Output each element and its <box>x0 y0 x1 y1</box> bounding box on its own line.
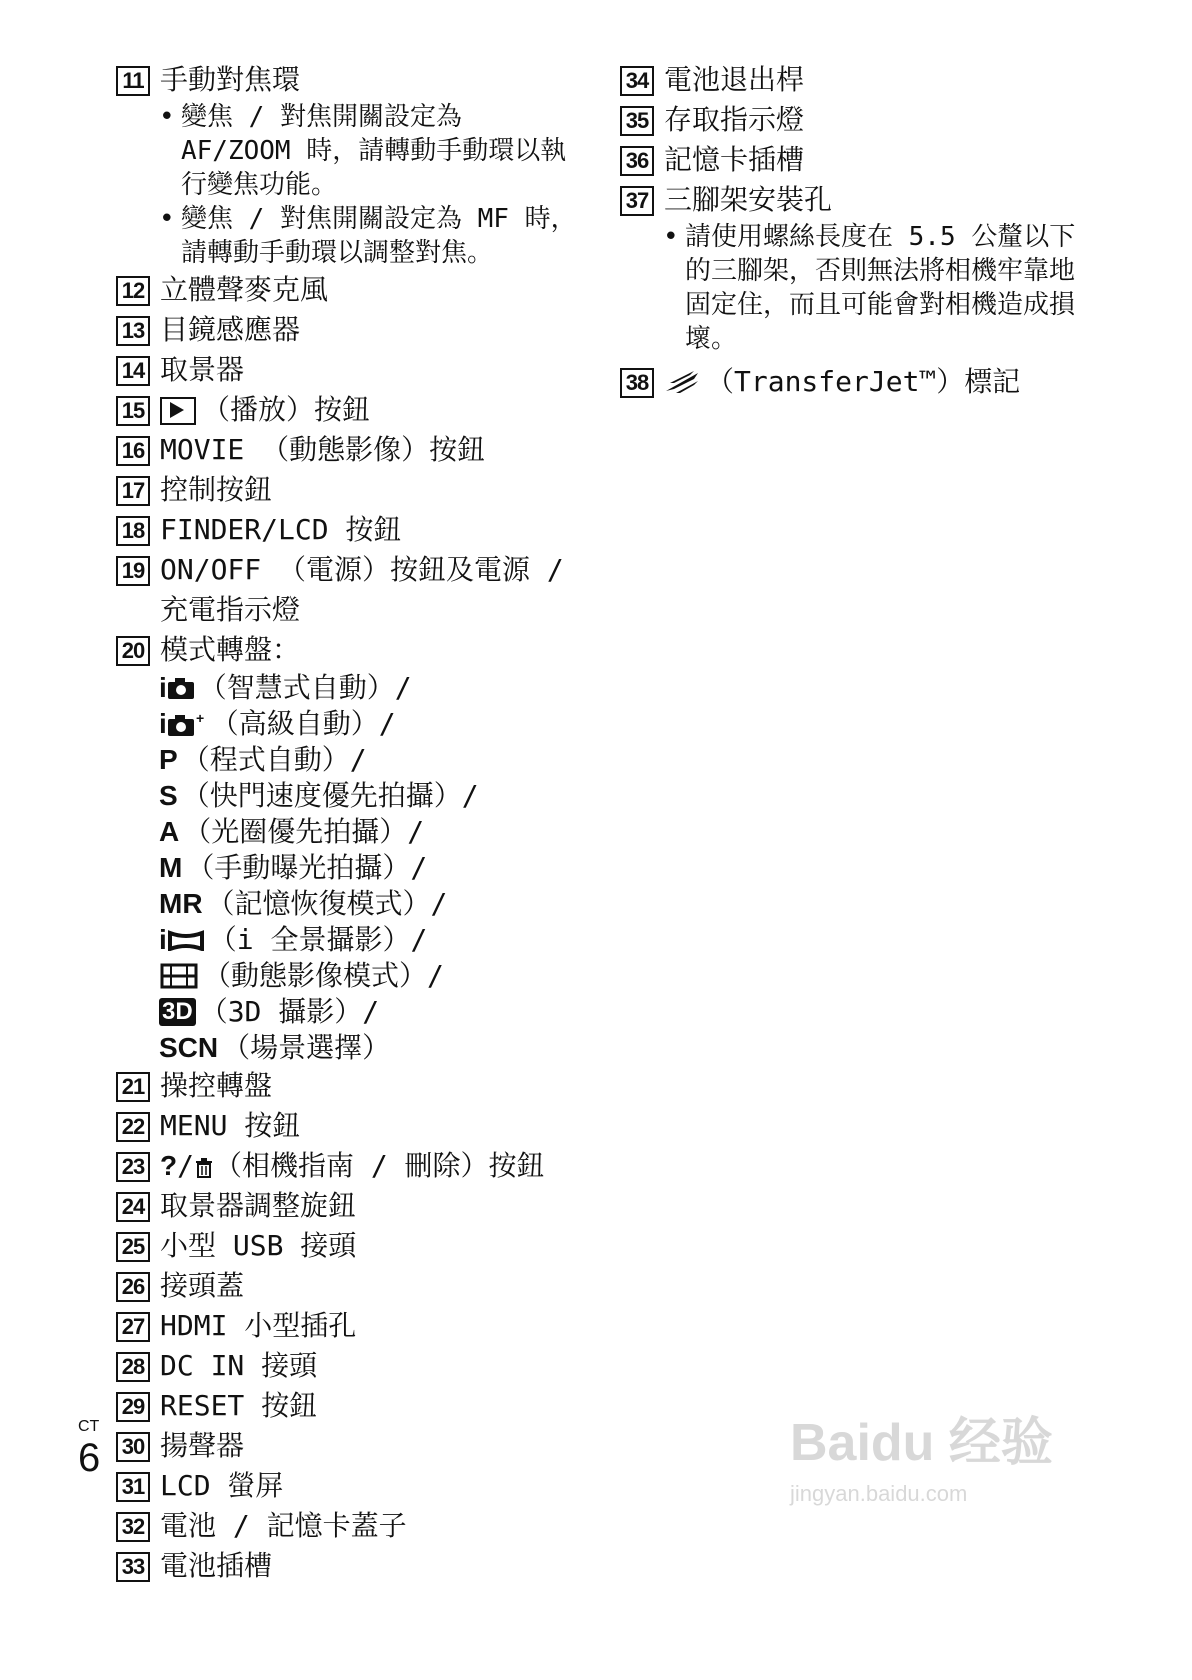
mode-sweep-panorama <box>116 922 586 958</box>
item-17 <box>116 470 586 510</box>
item-35 <box>620 100 1080 140</box>
item-number: 33 <box>116 1552 150 1582</box>
item-label: （TransferJet™）標記 <box>706 365 1021 398</box>
trash-icon <box>194 1149 214 1182</box>
item-label: 揚聲器 <box>160 1429 245 1462</box>
item-label: 接頭蓋 <box>160 1269 245 1302</box>
baidu-watermark <box>790 1400 1053 1507</box>
note-text: 變焦 / 對焦開關設定為 MF 時，請轉動手動環以調整對焦。 <box>181 204 577 268</box>
program-icon: P <box>159 744 178 775</box>
item-label: 取景器 <box>160 353 245 386</box>
item-label: RESET 按鈕 <box>160 1389 318 1422</box>
item-24 <box>116 1186 586 1226</box>
sweep-panorama-icon: i <box>159 922 205 958</box>
item-label: 手動對焦環 <box>160 63 301 96</box>
item-label: （播放）按鈕 <box>202 393 371 426</box>
item-number: 16 <box>116 436 150 466</box>
item-29 <box>116 1386 586 1426</box>
item-15 <box>116 390 586 430</box>
memory-recall-icon: MR <box>159 888 203 919</box>
item-37 <box>620 180 1080 220</box>
item-label: HDMI 小型插孔 <box>160 1309 357 1342</box>
page-language-code: CT <box>78 1418 100 1435</box>
item-label: 控制按鈕 <box>160 473 273 506</box>
item-label: 記憶卡插槽 <box>664 143 805 176</box>
item-label: 三腳架安裝孔 <box>664 183 833 216</box>
item-number: 27 <box>116 1312 150 1342</box>
item-27 <box>116 1306 586 1346</box>
mode-text: （快門速度優先拍攝）/ <box>181 779 479 812</box>
item-number: 31 <box>116 1472 150 1502</box>
item-13 <box>116 310 586 350</box>
item-number: 19 <box>116 556 150 586</box>
item-label: DC IN 接頭 <box>160 1349 318 1382</box>
item-label: LCD 螢屏 <box>160 1469 284 1502</box>
item-label: 小型 USB 接頭 <box>160 1229 357 1262</box>
item-38 <box>620 362 1080 402</box>
mode-text: （高級自動）/ <box>210 707 396 740</box>
item-20 <box>116 630 586 670</box>
item-36 <box>620 140 1080 180</box>
item-label: 電池 / 記憶卡蓋子 <box>160 1509 407 1542</box>
item-33 <box>116 1546 586 1586</box>
item-number: 34 <box>620 66 654 96</box>
mode-text: （場景選擇） <box>222 1031 391 1064</box>
watermark-url: jingyan.baidu.com <box>790 1481 968 1506</box>
item-number: 18 <box>116 516 150 546</box>
item-26 <box>116 1266 586 1306</box>
mode-text: （光圈優先拍攝）/ <box>183 815 425 848</box>
note-bullet: • 變焦 / 對焦開關設定為 AF/ZOOM 時，請轉動手動環以執行變焦功能。 <box>159 100 586 202</box>
item-number: 24 <box>116 1192 150 1222</box>
item-number: 32 <box>116 1512 150 1542</box>
item-23: 23 ?/ （相機指南 / 刪除）按鈕 <box>116 1146 586 1186</box>
transferjet-icon <box>664 365 706 398</box>
mode-intelligent-auto <box>116 670 586 706</box>
item-label: 操控轉盤 <box>160 1069 273 1102</box>
item-19 <box>116 550 586 630</box>
item-number: 12 <box>116 276 150 306</box>
item-14 <box>116 350 586 390</box>
item-label: 電池插槽 <box>160 1549 273 1582</box>
item-32 <box>116 1506 586 1546</box>
mode-text: （智慧式自動）/ <box>198 671 412 704</box>
mode-movie <box>116 958 586 994</box>
shutter-priority-icon: S <box>159 780 178 811</box>
item-11 <box>116 60 586 100</box>
item-number: 26 <box>116 1272 150 1302</box>
item-number: 15 <box>116 396 150 426</box>
page-number <box>78 1418 100 1480</box>
item-31 <box>116 1466 586 1506</box>
note-bullet: • 請使用螺絲長度在 5.5 公釐以下的三腳架，否則無法將相機牢靠地固定住，而且可能會對相機造成損壞。 <box>663 220 1080 356</box>
item-28 <box>116 1346 586 1386</box>
item-label: 電池退出桿 <box>664 63 805 96</box>
mode-scene-selection <box>116 1030 586 1066</box>
left-column <box>116 60 586 1586</box>
movie-mode-icon <box>159 963 199 989</box>
mode-superior-auto <box>116 706 586 742</box>
item-label: 取景器調整旋鈕 <box>160 1189 357 1222</box>
item-number: 13 <box>116 316 150 346</box>
item-30 <box>116 1426 586 1466</box>
item-label: MOVIE （動態影像）按鈕 <box>160 433 486 466</box>
item-label: ON/OFF （電源）按鈕及電源 / 充電指示燈 <box>160 553 564 626</box>
item-number: 30 <box>116 1432 150 1462</box>
item-label: （相機指南 / 刪除）按鈕 <box>213 1149 545 1182</box>
item-label: MENU 按鈕 <box>160 1109 301 1142</box>
mode-aperture-priority <box>116 814 586 850</box>
item-16 <box>116 430 586 470</box>
superior-auto-icon: i + <box>159 708 204 739</box>
watermark-logo: Baidu 经验 <box>790 1414 1053 1472</box>
help-icon: ? <box>160 1150 178 1181</box>
note-bullet: • 變焦 / 對焦開關設定為 MF 時，請轉動手動環以調整對焦。 <box>159 202 586 270</box>
aperture-priority-icon: A <box>159 816 180 847</box>
item-label: 立體聲麥克風 <box>160 273 329 306</box>
mode-program-auto <box>116 742 586 778</box>
mode-text: （動態影像模式）/ <box>203 959 444 992</box>
item-34 <box>620 60 1080 100</box>
right-column <box>620 60 1080 402</box>
item-number: 14 <box>116 356 150 386</box>
item-12 <box>116 270 586 310</box>
item-number: 22 <box>116 1112 150 1142</box>
item-21 <box>116 1066 586 1106</box>
item-number: 21 <box>116 1072 150 1102</box>
3d-icon: 3D <box>159 998 196 1026</box>
item-number: 23 <box>116 1152 150 1182</box>
mode-text: （3D 攝影）/ <box>199 995 380 1028</box>
mode-text: （手動曝光拍攝）/ <box>186 851 428 884</box>
item-number: 36 <box>620 146 654 176</box>
item-22 <box>116 1106 586 1146</box>
mode-text: （i 全景攝影）/ <box>208 923 428 956</box>
mode-text: （程式自動）/ <box>181 743 367 776</box>
item-25 <box>116 1226 586 1266</box>
page-number-value: 6 <box>78 1436 101 1480</box>
item-number: 35 <box>620 106 654 136</box>
scene-icon: SCN <box>159 1032 219 1063</box>
item-18 <box>116 510 586 550</box>
mode-memory-recall <box>116 886 586 922</box>
svg-text:+: + <box>195 711 204 726</box>
mode-shutter-priority <box>116 778 586 814</box>
mode-manual-exposure <box>116 850 586 886</box>
item-number: 29 <box>116 1392 150 1422</box>
note-text: 變焦 / 對焦開關設定為 AF/ZOOM 時，請轉動手動環以執行變焦功能。 <box>181 102 567 200</box>
item-label: 存取指示燈 <box>664 103 805 136</box>
note-text: 請使用螺絲長度在 5.5 公釐以下的三腳架，否則無法將相機牢靠地固定住，而且可能會對相機造成損壞。 <box>685 222 1076 354</box>
item-label: FINDER/LCD 按鈕 <box>160 513 402 546</box>
item-number: 37 <box>620 186 654 216</box>
mode-3d <box>116 994 586 1030</box>
mode-text: （記憶恢復模式）/ <box>206 887 448 920</box>
item-number: 20 <box>116 636 150 666</box>
intelligent-auto-icon: i <box>159 670 195 706</box>
item-number: 17 <box>116 476 150 506</box>
item-number: 25 <box>116 1232 150 1262</box>
item-label: 目鏡感應器 <box>160 313 301 346</box>
item-number: 38 <box>620 368 654 398</box>
item-number: 11 <box>116 66 150 96</box>
item-label: 模式轉盤： <box>160 633 301 666</box>
item-number: 28 <box>116 1352 150 1382</box>
play-icon <box>160 397 196 425</box>
manual-exposure-icon: M <box>159 852 183 883</box>
